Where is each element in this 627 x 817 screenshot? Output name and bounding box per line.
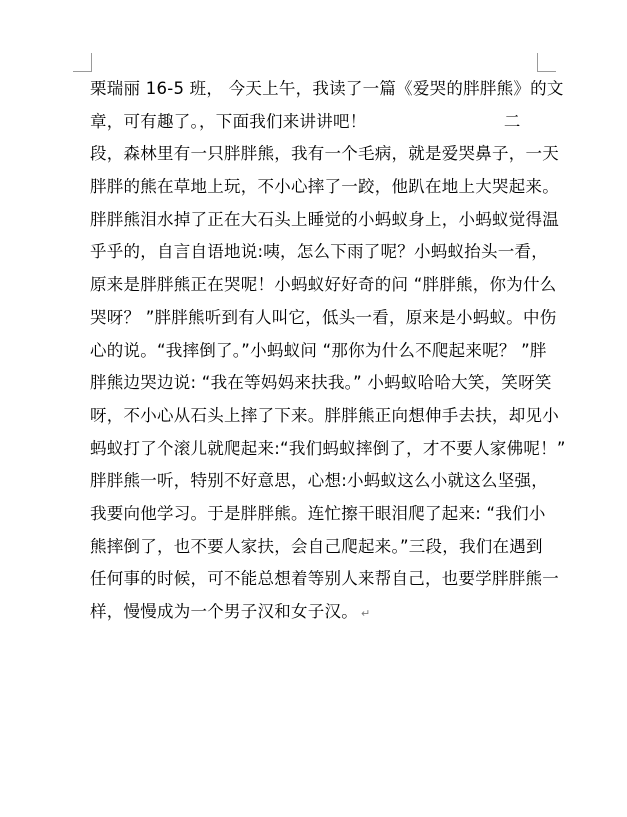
text-line-7: 原来是胖胖熊正在哭呢！小蚂蚁好好奇的问 “胖胖熊，你为什么 [90, 275, 557, 295]
text-line-17 [90, 596, 540, 629]
text-line-14: 我要向他学习。于是胖胖熊。连忙擦干眼泪爬了起来: “我们小 [90, 503, 546, 523]
text-line-15: 熊摔倒了，也不要人家扶，会自己爬起来。”三段，我们在遇到 [90, 536, 543, 556]
text-line-12: 蚂蚁打了个滚儿就爬起来:“我们蚂蚁摔倒了，才不要人家佛呢！” [90, 438, 566, 458]
text-line-5: 胖胖熊泪水掉了正在大石头上睡觉的小蚂蚁身上，小蚂蚁觉得温 [90, 209, 559, 229]
text-line-6: 乎乎的，自言自语地说:咦，怎么下雨了呢？小蚂蚁抬头一看， [90, 242, 549, 262]
top-left-margin-marker [73, 53, 92, 72]
text-line-3: 段，森林里有一只胖胖熊，我有一个毛病，就是爱哭鼻子，一天 [90, 144, 559, 164]
document-body[interactable] [90, 73, 566, 629]
text-line-1: 栗瑞丽 16-5 班， 今天上午，我读了一篇《爱哭的胖胖熊》的文 [90, 79, 564, 98]
text-line-17-content: 样，慢慢成为一个男子汉和女子汉。 [90, 602, 358, 621]
top-right-margin-marker [537, 53, 556, 72]
text-line-9: 心的说。“我摔倒了。”小蚂蚁问 “那你为什么不爬起来呢？ ”胖 [90, 340, 547, 360]
text-line-16: 任何事的时候，可不能总想着等别人来帮自己，也要学胖胖熊一 [90, 569, 559, 589]
text-line-4: 胖胖的熊在草地上玩，不小心摔了一跤，他趴在地上大哭起来。 [90, 177, 559, 197]
text-line-10: 胖熊边哭边说: “我在等妈妈来扶我。” 小蚂蚁哈哈大笑，笑呀笑 [90, 373, 552, 393]
text-line-8: 哭呀？ ”胖胖熊听到有人叫它，低头一看，原来是小蚂蚁。中伤 [90, 307, 557, 327]
text-line-13: 胖胖熊一听，特别不好意思，心想:小蚂蚁这么小就这么坚强， [90, 471, 549, 491]
text-line-11: 呀，不小心从石头上摔了下来。胖胖熊正向想伸手去扶，却见小 [90, 405, 559, 425]
paragraph-mark-icon: ↵ [361, 607, 371, 620]
text-line-2: 章，可有趣了。，下面我们来讲讲吧！ 二 [90, 111, 521, 131]
